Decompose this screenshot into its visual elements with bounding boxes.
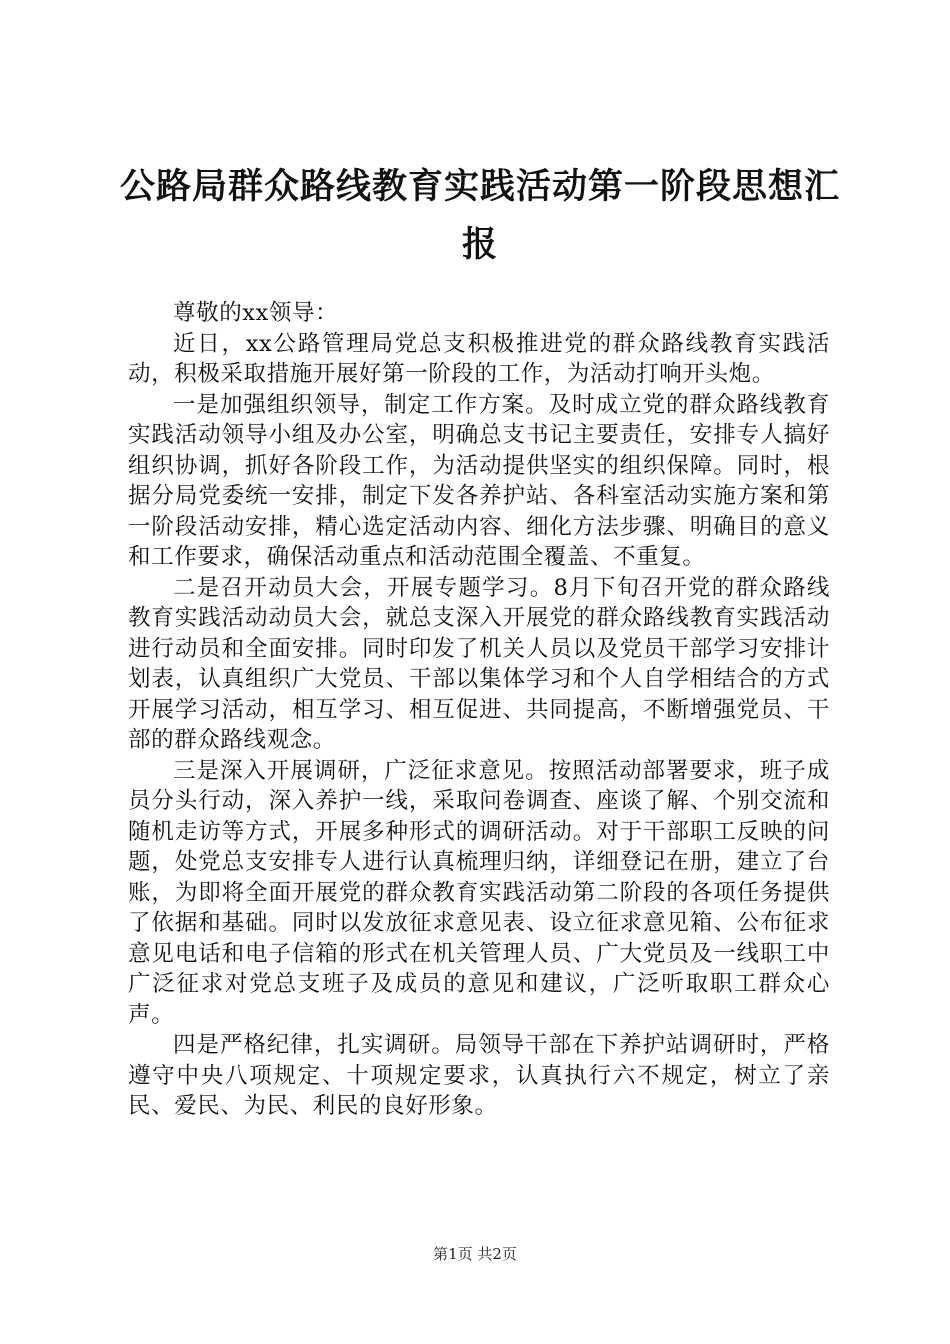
paragraph-point-two: 二是召开动员大会，开展专题学习。8月下旬召开党的群众路线教育实践活动动员大会，就总支深入开展党的群众路线教育实践活动进行动员和全面安排。同时印发了机关人员以及党员干部学习安排计划表，认真组织广大党员、干部以集体学习和个人自学相结合的方式开展学习活动，相互学习、相互促进、共同提高，不断增强党员、干部的群众路线观念。 [128, 574, 830, 753]
salutation: 尊敬的xx领导： [173, 300, 339, 326]
paragraph-point-three: 三是深入开展调研，广泛征求意见。按照活动部署要求，班子成员分头行动，深入养护一线，采取问卷调查、座谈了解、个别交流和随机走访等方式，开展多种形式的调研活动。对于干部职工反映的问题，处党总支安排专人进行认真梳理归纳，详细登记在册，建立了台账，为即将全面开展党的群众教育实践活动第二阶段的各项任务提供了依据和基础。同时以发放征求意见表、设立征求意见箱、公布征求意见电话和电子信箱的形式在机关管理人员、广大党员及一线职工中广泛征求对党总支班子及成员的意见和建议，广泛听取职工群众心声。 [128, 757, 830, 1028]
paragraph-point-one: 一是加强组织领导，制定工作方案。及时成立党的群众路线教育实践活动领导小组及办公室，明确总支书记主要责任，安排专人搞好组织协调，抓好各阶段工作，为活动提供坚实的组织保障。同时，根据分局党委统一安排，制定下发各养护站、各科室活动实施方案和第一阶段活动安排，精心选定活动内容、细化方法步骤、明确目的意义和工作要求，确保活动重点和活动范围全覆盖、不重复。 [128, 391, 830, 570]
page-number-footer: 第1页 共2页 [433, 1245, 517, 1263]
paragraph-intro: 近日，xx公路管理局党总支积极推进党的群众路线教育实践活动，积极采取措施开展好第一阶段的工作，为活动打响开头炮。 [128, 330, 830, 387]
paragraph-point-four: 四是严格纪律，扎实调研。局领导干部在下养护站调研时，严格遵守中央八项规定、十项规定要求，认真执行六不规定，树立了亲民、爱民、为民、利民的良好形象。 [128, 1032, 830, 1119]
document-title: 公路局群众路线教育实践活动第一阶段思想汇报 [119, 167, 840, 265]
document-body [128, 298, 830, 1122]
